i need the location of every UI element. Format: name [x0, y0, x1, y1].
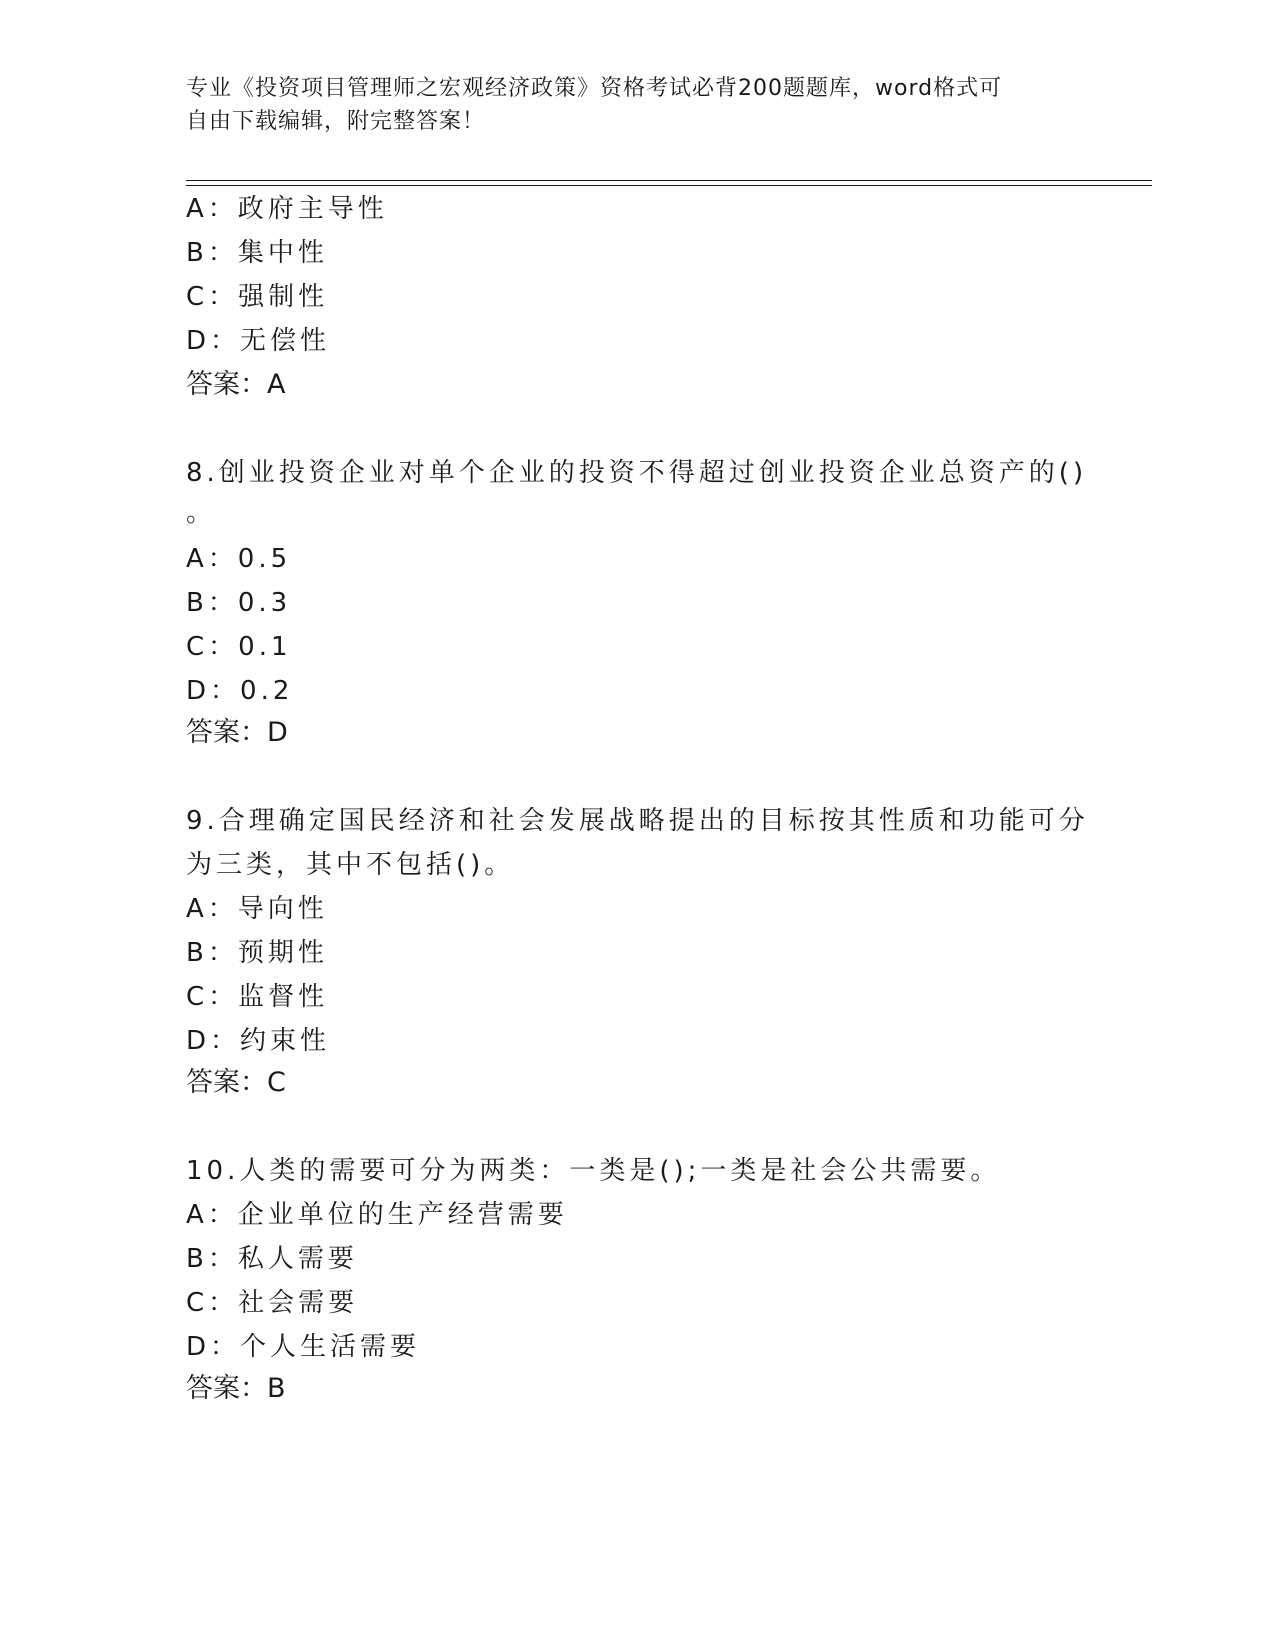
q7-option-b: B：集中性	[186, 238, 328, 268]
q10-option-d: D：个人生活需要	[186, 1332, 421, 1362]
header-divider-top	[186, 180, 1152, 181]
q7-answer: 答案：A	[186, 369, 286, 400]
q7-option-a: A：政府主导性	[186, 194, 388, 224]
header-line-1: 专业《投资项目管理师之宏观经济政策》资格考试必背200题题库，word格式可	[186, 76, 1003, 101]
header-line-2: 自由下载编辑，附完整答案！	[186, 109, 486, 134]
q8-option-a: A：0.5	[186, 544, 292, 574]
q10-answer: 答案：B	[186, 1373, 286, 1404]
q9-question-line-1: 9.合理确定国民经济和社会发展战略提出的目标按其性质和功能可分	[186, 806, 1089, 836]
q7-option-c: C：强制性	[186, 282, 329, 312]
q8-option-c: C：0.1	[186, 632, 292, 662]
q10-option-c: C：社会需要	[186, 1288, 359, 1318]
q9-question-line-2: 为三类，其中不包括()。	[186, 850, 515, 880]
q8-option-d: D：0.2	[186, 676, 294, 706]
q7-option-d: D：无偿性	[186, 326, 331, 356]
q9-option-d: D：约束性	[186, 1026, 331, 1056]
q8-option-b: B：0.3	[186, 588, 292, 618]
q8-question-line-2: 。	[186, 498, 217, 528]
q10-option-b: B：私人需要	[186, 1244, 358, 1274]
q8-question-line-1: 8.创业投资企业对单个企业的投资不得超过创业投资企业总资产的()	[186, 458, 1088, 488]
q10-question-line-1: 10.人类的需要可分为两类：一类是();一类是社会公共需要。	[186, 1156, 1001, 1186]
document-header	[186, 72, 1066, 138]
q9-option-a: A：导向性	[186, 894, 328, 924]
q9-answer: 答案：C	[186, 1067, 286, 1098]
q9-option-b: B：预期性	[186, 938, 328, 968]
q9-option-c: C：监督性	[186, 982, 329, 1012]
q10-option-a: A：企业单位的生产经营需要	[186, 1200, 568, 1230]
header-divider-bottom	[186, 185, 1152, 186]
q8-answer: 答案：D	[186, 717, 288, 748]
